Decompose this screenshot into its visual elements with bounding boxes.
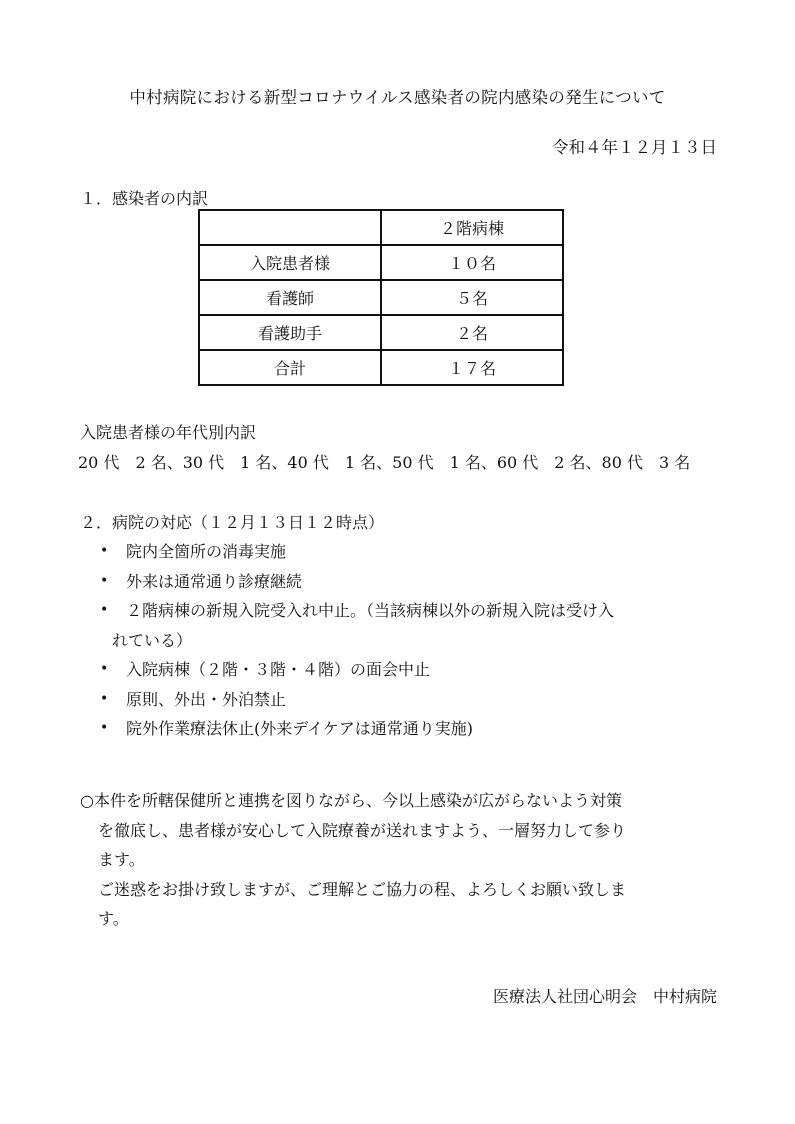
table-cell-category: 入院患者様 (199, 245, 381, 280)
bullet-icon: • (100, 690, 109, 707)
note-line: ご迷惑をお掛け致しますが、ご理解とご協力の程、よろしくお願い致しま (98, 879, 627, 899)
list-item: • 院外作業療法休止(外来デイケアは通常通り実施) (100, 714, 720, 744)
list-item: • 外来は通常通り診療継続 (100, 567, 720, 597)
list-item: • 入院病棟（２階・３階・４階）の面会中止 (100, 655, 720, 685)
document-title: 中村病院における新型コロナウイルス感染者の院内感染の発生について (129, 88, 666, 107)
bullet-icon: • (100, 661, 109, 677)
table-header-cell: ２階病棟 (381, 210, 563, 245)
table-cell-category: 合計 (199, 350, 381, 385)
age-breakdown-text: 20 代 2 名、30 代 1 名、40 代 1 名、50 代 1 名、60 代 2 名、80 代 3 名 (78, 453, 691, 472)
list-item: • ２階病棟の新規入院受入れ中止。（当該病棟以外の新規入院は受け入 れている） (100, 596, 720, 655)
bullet-icon: • (100, 572, 109, 589)
bullet-icon: • (100, 543, 109, 559)
note-line: を徹底し、患者様が安心して入院療養が送れますよう、一層努力して参り (98, 820, 627, 840)
age-breakdown-heading: 入院患者様の年代別内訳 (80, 423, 257, 442)
note-line: ます。 (98, 850, 145, 869)
note-line: す。 (98, 909, 129, 928)
table-row (199, 350, 563, 385)
list-item-continuation: れている） (112, 630, 193, 650)
table-cell-count: ５名 (381, 280, 563, 315)
response-list (100, 537, 720, 744)
bullet-icon: • (100, 602, 109, 618)
list-item: • 院内全箇所の消毒実施 (100, 537, 720, 567)
list-item: • 原則、外出・外泊禁止 (100, 685, 720, 715)
section-2-heading: ２．病院の対応（１２月１３日１２時点） (80, 513, 385, 532)
bullet-icon: • (100, 720, 109, 736)
table-row (199, 245, 563, 280)
signature: 医療法人社団心明会 中村病院 (492, 987, 717, 1006)
table-cell-count: ２名 (381, 315, 563, 350)
document-date: 令和４年１２月１３日 (552, 138, 717, 157)
infection-breakdown-table (198, 209, 564, 386)
table-cell-count: １０名 (381, 245, 563, 280)
section-1-heading: １．感染者の内訳 (80, 189, 209, 208)
table-cell-category: 看護助手 (199, 315, 381, 350)
table-header-row (199, 210, 563, 245)
table-row (199, 315, 563, 350)
table-header-cell (199, 210, 381, 245)
table-row (199, 280, 563, 315)
closing-note (80, 786, 730, 934)
table-cell-count: １７名 (381, 350, 563, 385)
table-cell-category: 看護師 (199, 280, 381, 315)
note-line: ○本件を所轄保健所と連携を図りながら、今以上感染が広がらないよう対策 (80, 791, 622, 810)
